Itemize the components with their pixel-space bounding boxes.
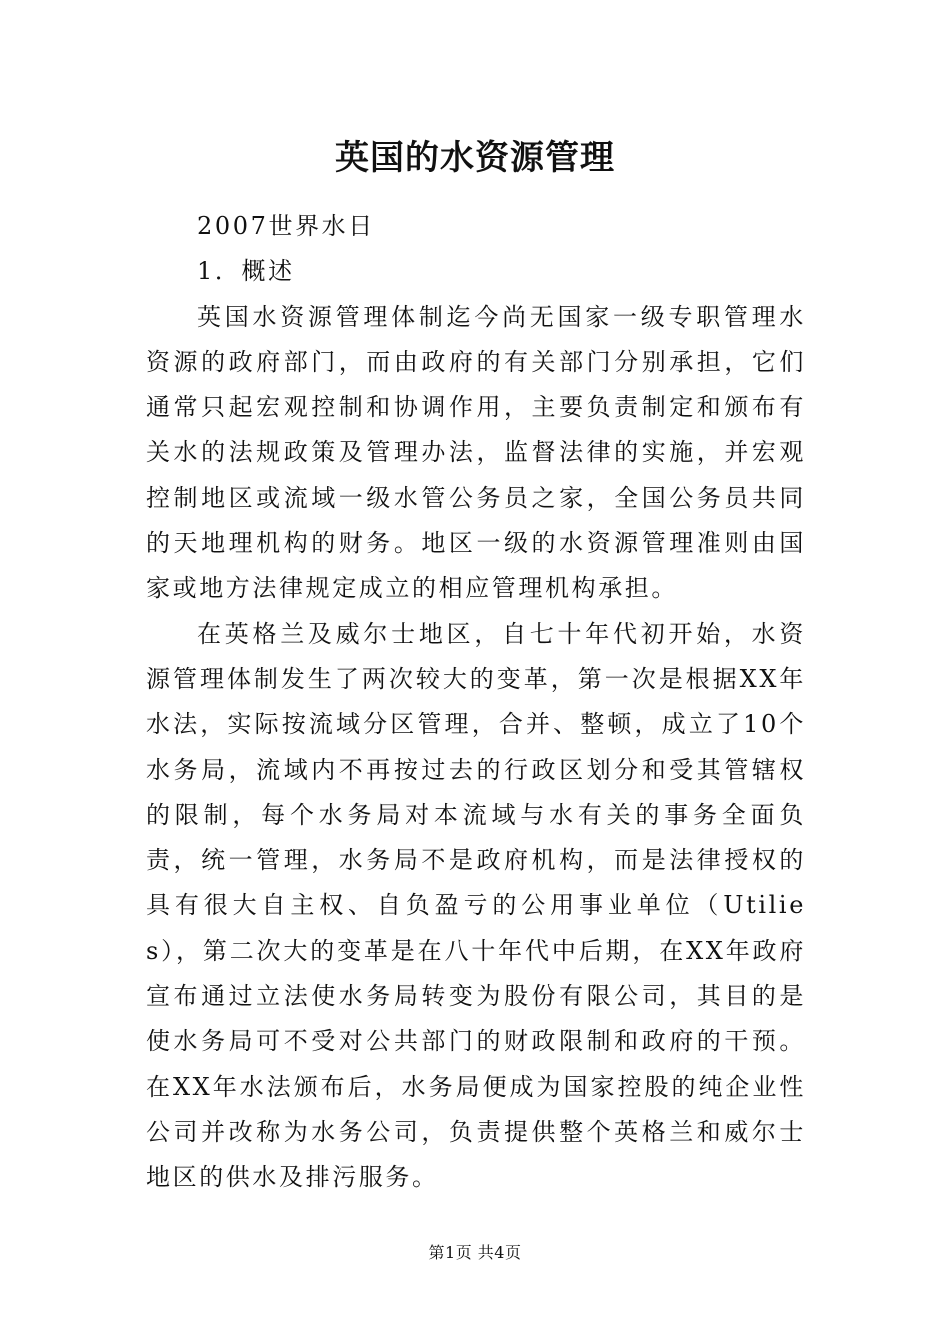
document-title: 英国的水资源管理	[335, 138, 615, 178]
paragraph-section-heading: 1．概述	[197, 257, 295, 286]
page-number-footer: 第1页 共4页	[428, 1243, 522, 1262]
document-body	[146, 204, 806, 1201]
paragraph-date-line: 2007世界水日	[197, 212, 375, 240]
paragraph-england-wales: 在英格兰及威尔士地区，自七十年代初开始，水资源管理体制发生了两次较大的变革，第一次是根据XX年水法，实际按流域分区管理，合并、整顿，成立了10个水务局，流域内不再按过去的行政区划分和受其管辖权的限制，每个水务局对本流域与水有关的事务全面负责，统一管理，水务局不是政府机构，而是法律授权的具有很大自主权、自负盈亏的公用事业单位（Utilies），第二次大的变革是在八十年代中后期，在XX年政府宣布通过立法使水务局转变为股份有限公司，其目的是使水务局可不受对公共部门的财政限制和政府的干预。在XX年水法颁布后，水务局便成为国家控股的纯企业性公司并改称为水务公司，负责提供整个英格兰和威尔士地区的供水及排污服务。	[146, 619, 806, 1192]
paragraph-overview: 英国水资源管理体制迄今尚无国家一级专职管理水资源的政府部门，而由政府的有关部门分别承担，它们通常只起宏观控制和协调作用，主要负责制定和颁布有关水的法规政策及管理办法，监督法律的实施，并宏观控制地区或流域一级水管公务员之家，全国公务员共同的天地理机构的财务。地区一级的水资源管理准则由国家或地方法律规定成立的相应管理机构承担。	[146, 302, 806, 603]
